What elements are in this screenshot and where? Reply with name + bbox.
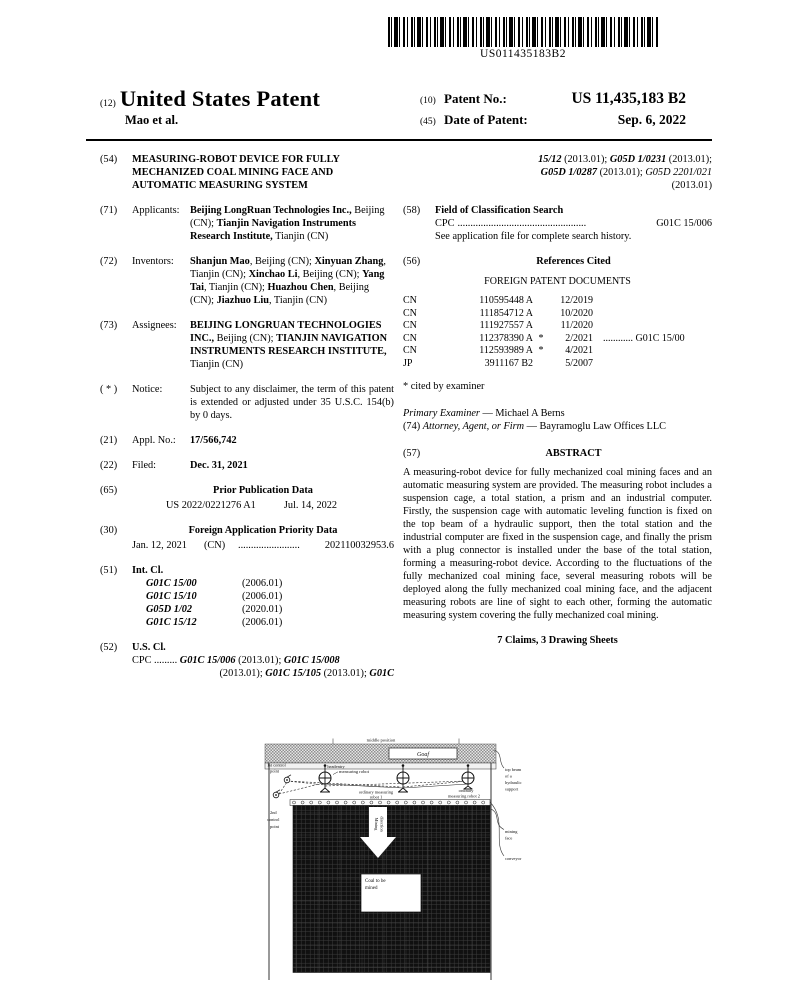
class-code: G01C 15/00 xyxy=(146,578,197,589)
primary-examiner-label: Primary Examiner xyxy=(403,408,480,419)
field-65-prior-publication xyxy=(100,484,394,512)
dot-leader: ........................ xyxy=(238,540,300,551)
assignees-label: Assignees: xyxy=(132,320,177,331)
table-row xyxy=(403,358,712,371)
prior-publication-heading: Prior Publication Data xyxy=(213,485,313,496)
coal-to-be-mined-text: mined xyxy=(365,886,378,891)
applicant-name: Tianjin Navigation Instruments Research Institute, xyxy=(190,218,357,242)
inventor-name: Huazhou Chen xyxy=(267,282,334,293)
field-51-int-cl xyxy=(100,564,394,629)
priority-application-number: 202110032953.6 xyxy=(324,540,394,551)
filed-value: Dec. 31, 2021 xyxy=(190,460,248,471)
claims-line: 7 Claims, 3 Drawing Sheets xyxy=(497,635,618,646)
search-history-note: See application file for complete search history. xyxy=(435,231,632,242)
field-number: (71) xyxy=(100,205,118,216)
ordinary-robot-1-label: robot 1 xyxy=(369,794,383,800)
cp2-label: 2nd xyxy=(270,810,277,815)
patent-date: Sep. 6, 2022 xyxy=(617,112,686,127)
class-code: G05D 2201/021 xyxy=(645,167,712,178)
foreign-priority-heading: Foreign Application Priority Data xyxy=(188,525,338,536)
examiner-star: * xyxy=(538,332,544,344)
measuring-robot-pointer xyxy=(333,772,338,775)
applicant-name: Beijing LongRuan Technologies Inc., xyxy=(190,205,352,216)
document-date: 10/2020 xyxy=(560,307,593,319)
table-row xyxy=(403,320,712,333)
notice-label: Notice: xyxy=(132,384,163,395)
barcode-image xyxy=(388,17,658,47)
abstract-heading-row xyxy=(403,447,712,460)
document-class xyxy=(603,295,712,308)
document-number: 111927557 A xyxy=(479,320,533,331)
top-beam-label: top beam xyxy=(505,767,522,772)
ordinary-robot-2-label: ordinary xyxy=(458,788,474,793)
table-row xyxy=(403,295,712,308)
right-column xyxy=(403,153,712,647)
document-date: 4/2021 xyxy=(565,345,593,356)
applicant-location: Tianjin (CN) xyxy=(272,231,329,242)
publication-date: Jul. 14, 2022 xyxy=(283,500,338,511)
invention-title: MEASURING-ROBOT DEVICE FOR FULLY MECHANIZED COAL MINING FACE AND AUTOMATIC MEASURING SYSTEM xyxy=(132,154,340,191)
priority-date: Jan. 12, 2021 xyxy=(132,540,187,551)
int-cl-row xyxy=(146,616,394,629)
class-version: (2013.01); xyxy=(561,154,610,165)
cpc-cont-line-3 xyxy=(403,179,712,192)
cpc-line-1 xyxy=(132,654,394,667)
document-class xyxy=(603,320,712,333)
field-21-appl-no xyxy=(100,434,394,447)
header-right xyxy=(420,90,686,132)
patent-no-label: Patent No.: xyxy=(444,91,507,106)
class-code: G01C 15/006 xyxy=(179,655,236,666)
strip-label-text: headentry xyxy=(327,763,345,769)
field-73-assignees xyxy=(100,319,394,371)
class-code: G01C 15/105 xyxy=(265,668,322,679)
int-cl-heading: Int. Cl. xyxy=(132,565,164,576)
priority-country: (CN) xyxy=(204,540,226,551)
assignees-text xyxy=(190,319,394,371)
field-22-filed xyxy=(100,459,394,472)
examiner-star xyxy=(533,308,549,321)
patent-number-row xyxy=(420,90,686,108)
cp1-label: point xyxy=(270,768,280,774)
field-number: (21) xyxy=(100,435,118,446)
filed-label: Filed: xyxy=(132,460,157,471)
mining-face-label: face xyxy=(505,835,513,841)
document-number: 112593989 A xyxy=(479,345,533,356)
class-version: (2006.01) xyxy=(242,578,283,589)
dot-leader: .................................................. xyxy=(457,218,587,229)
cited-by-examiner-note: * cited by examiner xyxy=(403,381,485,392)
document-class xyxy=(603,345,712,358)
field-58-classification-search xyxy=(403,204,712,243)
author-line: Mao et al. xyxy=(125,113,179,127)
country-code: CN xyxy=(403,345,417,356)
examiner-attorney-block xyxy=(403,407,712,433)
assignee-name: BEIJING LONGRUAN TECHNOLOGIES INC., xyxy=(190,320,382,344)
foreign-patents-table xyxy=(403,295,712,370)
support-row-strip xyxy=(265,763,496,769)
inventors-label: Inventors: xyxy=(132,256,174,267)
mining-direction-text: Mining xyxy=(374,817,379,831)
document-date: 11/2020 xyxy=(560,320,593,331)
cpc-label: CPC xyxy=(435,218,455,229)
assignee-location: Beijing (CN); xyxy=(214,333,277,344)
date-field-number: (45) xyxy=(420,117,436,127)
field-number: (54) xyxy=(100,154,118,165)
table-row xyxy=(403,333,712,346)
class-code: G01C xyxy=(369,668,394,679)
class-version: (2013.01); xyxy=(235,655,284,666)
goaf-strip xyxy=(265,744,496,763)
field-number: (58) xyxy=(403,205,421,216)
document-number: 110595448 A xyxy=(479,295,533,306)
inventor-name: Yang Tai xyxy=(190,269,385,293)
attorney-label: Attorney, Agent, or Firm xyxy=(422,421,525,432)
abstract-heading: ABSTRACT xyxy=(545,448,602,459)
date-label: Date of Patent: xyxy=(444,112,528,127)
document-class xyxy=(603,308,712,321)
field-52-us-cl xyxy=(100,641,394,680)
int-cl-rows xyxy=(146,577,394,629)
int-cl-block xyxy=(132,564,394,629)
class-version: (2013.01); xyxy=(666,154,712,165)
inventor-location: , Tianjin (CN); xyxy=(190,256,386,280)
conveyor-label: conveyor xyxy=(505,856,522,861)
cpc-search-line xyxy=(435,217,712,230)
document-date: 12/2019 xyxy=(560,295,593,306)
examiner-star xyxy=(533,295,549,308)
measuring-robot-label: measuring robot xyxy=(339,769,369,774)
document-number: 112378390 A xyxy=(479,332,533,344)
primary-examiner-line xyxy=(403,407,712,420)
patent-date-row xyxy=(420,112,686,128)
class-code: 15/12 xyxy=(538,154,562,165)
assignee-name: TIANJIN NAVIGATION INSTRUMENTS RESEARCH INSTITUTE, xyxy=(190,333,388,357)
header-left xyxy=(100,86,320,128)
inventor-name: Xinchao Li xyxy=(248,269,298,280)
document-date: 2/2021 xyxy=(565,332,593,344)
country-code: CN xyxy=(403,320,417,331)
examiner-star xyxy=(533,320,549,333)
int-cl-row xyxy=(146,590,394,603)
barcode-text: US011435183B2 xyxy=(480,48,566,60)
cpc-line-2 xyxy=(132,667,394,680)
barcode xyxy=(388,17,658,60)
classification-search-block xyxy=(435,204,712,243)
foreign-priority-row xyxy=(132,539,394,552)
inventor-name: Shanjun Mao xyxy=(190,256,250,267)
field-30-foreign-priority xyxy=(100,524,394,552)
field-number: (51) xyxy=(100,565,118,576)
class-version: (2013.01); xyxy=(597,167,646,178)
field-number: (73) xyxy=(100,320,118,331)
foreign-priority-block xyxy=(132,524,394,552)
country-code: CN xyxy=(403,332,417,344)
field-number: (65) xyxy=(100,485,118,496)
field-number: (74) xyxy=(403,421,423,432)
field-notice xyxy=(100,383,394,422)
patent-no-field-number: (10) xyxy=(420,96,436,106)
conveyor-strip xyxy=(290,800,490,806)
field-56-references xyxy=(403,255,712,268)
patent-drawing xyxy=(263,736,535,988)
ordinary-robot-2-label: measuring robot 2 xyxy=(448,793,480,799)
top-beam-label: of a xyxy=(505,773,512,779)
top-beam-label: support xyxy=(505,786,519,792)
class-code: G01C 15/10 xyxy=(146,591,197,602)
inventor-name: Xinyuan Zhang xyxy=(314,256,384,267)
country-code: JP xyxy=(403,357,413,369)
document-class xyxy=(603,358,712,371)
cpc-prefix: CPC ......... xyxy=(132,655,180,666)
top-beam-label: hydraulic xyxy=(505,780,522,785)
applicants-text xyxy=(190,204,394,243)
class-version: (2020.01) xyxy=(242,604,283,615)
references-cited-heading: References Cited xyxy=(536,256,611,267)
prior-publication-block xyxy=(132,484,394,512)
abstract-text: A measuring-robot device for fully mechanized coal mining faces and an automatic measuring system are provided. The measuring robot includes a suspension cage, a total station, a prism and an industrial computer. Firstly, the suspension cage with automatic leveling function is fixed on the top beam of a hydraulic support, then the total station and the industrial computer are fixed in the suspension cage, and finally the prism with a plug connector is installed under the base of the total station, forming a measuring-robot device. According to the fluctuations of the fully mechanized coal mining face, several measuring robots will be deployed along the fully mechanized coal mining face, and the adjacent measuring robots are line of sight to each other, forming the automatic measuring system covering the fully mechanized coal mining. xyxy=(403,467,712,621)
document-number: 111854712 A xyxy=(479,307,533,319)
class-version: (2006.01) xyxy=(242,617,283,628)
prior-publication-row xyxy=(166,499,394,512)
us-cl-block xyxy=(132,641,394,680)
inventor-location: , Tianjin (CN); xyxy=(203,282,268,293)
field-number: ( * ) xyxy=(100,384,118,395)
notice-text: Subject to any disclaimer, the term of this patent is extended or adjusted under 35 U.S.C. 154(b) by 0 days. xyxy=(190,384,394,421)
applicant-location: Beijing (CN); xyxy=(190,205,385,229)
mining-face-label: mining xyxy=(505,829,518,834)
left-column xyxy=(100,153,394,692)
document-title: United States Patent xyxy=(119,86,321,111)
field-number: (52) xyxy=(100,642,118,653)
class-version: (2013.01) xyxy=(671,180,712,191)
attorney-name: — Bayramoglu Law Offices LLC xyxy=(524,421,667,432)
examiner-star xyxy=(533,358,549,371)
field-54-title xyxy=(100,153,394,192)
table-row xyxy=(403,308,712,321)
mining-direction-text: direction xyxy=(379,816,385,832)
int-cl-row xyxy=(146,577,394,590)
ordinary-robot-1-label: ordinary measuring xyxy=(358,789,394,795)
cpc-cont-line-2 xyxy=(403,166,712,179)
cp2-label: control xyxy=(267,817,280,822)
primary-examiner-name: — Michael A Berns xyxy=(479,408,565,419)
coal-to-be-mined-box xyxy=(361,874,421,912)
field-number: (30) xyxy=(100,525,118,536)
field-number: (57) xyxy=(403,448,421,459)
inventor-location: , Beijing (CN); xyxy=(190,282,370,306)
cp2-label: point xyxy=(270,824,280,829)
country-code: CN xyxy=(403,295,417,306)
middle-position-label xyxy=(333,738,459,745)
class-version: (2013.01); xyxy=(219,668,266,679)
attorney-line xyxy=(403,420,712,433)
appl-no-value: 17/566,742 xyxy=(190,435,237,446)
middle-position-text: middle position xyxy=(366,737,396,743)
cpc-search-value: G01C 15/006 xyxy=(656,218,712,229)
document-number: 3911167 B2 xyxy=(484,357,533,369)
inventors-text xyxy=(190,255,394,307)
coal-to-be-mined-text: Coal to be xyxy=(365,879,386,884)
field-71-applicants xyxy=(100,204,394,243)
class-code: G05D 1/0231 xyxy=(609,154,667,165)
int-cl-row xyxy=(146,603,394,616)
cp1-label: 1st control xyxy=(267,762,286,768)
class-code: G05D 1/0287 xyxy=(540,167,597,178)
classification-search-heading: Field of Classification Search xyxy=(435,205,564,216)
publication-number: US 2022/0221276 A1 xyxy=(166,500,256,511)
cpc-cont-line-1 xyxy=(403,153,712,166)
class-code: G05D 1/02 xyxy=(146,604,193,615)
inventor-name: Jiazhuo Liu xyxy=(216,295,269,306)
field-number: (56) xyxy=(403,256,421,267)
us-cl-heading: U.S. Cl. xyxy=(132,642,166,653)
document-class: ............ G01C 15/00 xyxy=(603,332,685,344)
class-code: G01C 15/008 xyxy=(283,655,340,666)
cpc-continuation xyxy=(403,153,712,192)
field-number: (22) xyxy=(100,460,118,471)
foreign-patents-subheading: FOREIGN PATENT DOCUMENTS xyxy=(484,276,631,287)
kind-code-number: (12) xyxy=(100,99,116,109)
class-code: G01C 15/12 xyxy=(146,617,197,628)
table-row xyxy=(403,345,712,358)
applicants-label: Applicants: xyxy=(132,205,180,216)
inventor-location: , Beijing (CN); xyxy=(297,269,363,280)
appl-no-label: Appl. No.: xyxy=(132,435,176,446)
inventor-location: , Beijing (CN); xyxy=(249,256,315,267)
inventor-location: , Tianjin (CN) xyxy=(268,295,328,306)
class-version: (2013.01); xyxy=(321,668,370,679)
field-72-inventors xyxy=(100,255,394,307)
goaf-text: Goaf xyxy=(417,752,429,758)
document-date: 5/2007 xyxy=(565,357,593,369)
assignee-location: Tianjin (CN) xyxy=(190,359,244,370)
field-number: (72) xyxy=(100,256,118,267)
header-divider xyxy=(86,139,712,141)
examiner-star: * xyxy=(538,345,544,356)
patent-number: US 11,435,183 B2 xyxy=(571,90,686,107)
control-point-1-symbol xyxy=(284,775,291,783)
country-code: CN xyxy=(403,307,417,319)
class-version: (2006.01) xyxy=(242,591,283,602)
